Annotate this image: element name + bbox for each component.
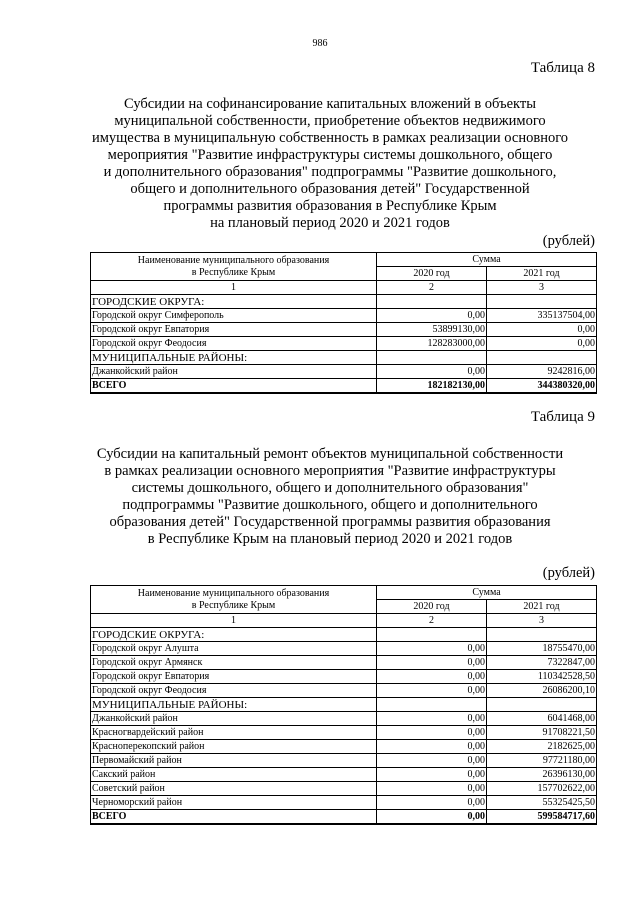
row-name: ВСЕГО [91, 379, 377, 394]
table-row [91, 337, 597, 351]
header-name-cell [91, 586, 377, 614]
title-line: мероприятия "Развитие инфраструктуры системы дошкольного, общего [107, 147, 553, 163]
value-2020: 0,00 [377, 768, 487, 782]
header-name-line1: Наименование муниципального образования [137, 254, 330, 266]
title-line: и дополнительного образования" подпрограммы "Развитие дошкольного, [103, 164, 557, 180]
title-line: имущества в муниципальную собственность в рамках реализации основного [91, 130, 569, 146]
value-2021: 599584717,60 [487, 810, 597, 825]
title-line: муниципальной собственности, приобретение объектов недвижимого [114, 113, 546, 129]
table-row [91, 309, 597, 323]
title-line: подпрограммы "Развитие дошкольного, общего и дополнительного [122, 497, 538, 513]
header-col-number: 1 [91, 281, 377, 295]
value-2021 [487, 698, 597, 712]
row-name: Джанкойский район [91, 365, 377, 379]
row-name: Городской округ Феодосия [91, 337, 377, 351]
value-2021: 26086200,10 [487, 684, 597, 698]
table8-title [60, 96, 600, 232]
header-col-number: 2 [377, 614, 487, 628]
table9-title [60, 446, 600, 548]
header-col-number: 3 [487, 281, 597, 295]
value-2020: 182182130,00 [377, 379, 487, 394]
row-name: Городской округ Евпатория [91, 323, 377, 337]
header-name-line1: Наименование муниципального образования [137, 587, 330, 599]
value-2020: 0,00 [377, 810, 487, 825]
value-2020: 53899130,00 [377, 323, 487, 337]
section-row [91, 698, 597, 712]
value-2020: 0,00 [377, 642, 487, 656]
row-name: МУНИЦИПАЛЬНЫЕ РАЙОНЫ: [91, 698, 377, 712]
header-col-number: 1 [91, 614, 377, 628]
value-2021: 91708221,50 [487, 726, 597, 740]
table-row [91, 712, 597, 726]
section-row [91, 295, 597, 309]
table-row [91, 642, 597, 656]
value-2020: 0,00 [377, 684, 487, 698]
header-year-2021: 2021 год [487, 267, 597, 281]
title-line: в Республике Крым на плановый период 2020 и 2021 годов [147, 531, 513, 547]
table-row [91, 754, 597, 768]
row-name: ГОРОДСКИЕ ОКРУГА: [91, 628, 377, 642]
table8-label: Таблица 8 [530, 60, 595, 76]
header-year-2020: 2020 год [377, 267, 487, 281]
row-name: Городской округ Армянск [91, 656, 377, 670]
value-2020: 0,00 [377, 656, 487, 670]
header-name-line2: в Республике Крым [191, 599, 276, 611]
title-line: Субсидии на капитальный ремонт объектов муниципальной собственности [96, 446, 564, 462]
value-2021: 55325425,50 [487, 796, 597, 810]
title-line: программы развития образования в Республике Крым [163, 198, 497, 214]
value-2020: 0,00 [377, 712, 487, 726]
row-name: Городской округ Симферополь [91, 309, 377, 323]
table-row [91, 656, 597, 670]
table8 [90, 252, 597, 394]
header-name-cell [91, 253, 377, 281]
value-2020: 128283000,00 [377, 337, 487, 351]
value-2021: 157702622,00 [487, 782, 597, 796]
value-2020: 0,00 [377, 309, 487, 323]
table-row [91, 323, 597, 337]
section-row [91, 628, 597, 642]
section-row [91, 351, 597, 365]
table-row [91, 782, 597, 796]
header-col-number: 3 [487, 614, 597, 628]
title-line: на плановый период 2020 и 2021 годов [210, 215, 450, 231]
row-name: Черноморский район [91, 796, 377, 810]
table9-label: Таблица 9 [530, 409, 595, 425]
value-2020: 0,00 [377, 670, 487, 684]
value-2020 [377, 351, 487, 365]
value-2020: 0,00 [377, 740, 487, 754]
row-name: Джанкойский район [91, 712, 377, 726]
value-2021: 18755470,00 [487, 642, 597, 656]
value-2020: 0,00 [377, 726, 487, 740]
title-line: системы дошкольного, общего и дополнительного образования" [131, 480, 529, 496]
total-row [91, 379, 597, 394]
value-2020: 0,00 [377, 782, 487, 796]
value-2021: 344380320,00 [487, 379, 597, 394]
header-year-2020: 2020 год [377, 600, 487, 614]
value-2020: 0,00 [377, 754, 487, 768]
row-name: Городской округ Алушта [91, 642, 377, 656]
header-year-2021: 2021 год [487, 600, 597, 614]
table-row [91, 740, 597, 754]
value-2021 [487, 295, 597, 309]
value-2020 [377, 698, 487, 712]
table-row [91, 365, 597, 379]
row-name: Городской округ Евпатория [91, 670, 377, 684]
table9 [90, 585, 597, 825]
value-2021: 6041468,00 [487, 712, 597, 726]
value-2021 [487, 351, 597, 365]
title-line: в рамках реализации основного мероприятия "Развитие инфраструктуры [104, 463, 556, 479]
table9-unit: (рублей) [542, 565, 595, 581]
value-2020: 0,00 [377, 796, 487, 810]
value-2020 [377, 628, 487, 642]
header-sum: Сумма [377, 253, 597, 267]
value-2021 [487, 628, 597, 642]
row-name: Советский район [91, 782, 377, 796]
row-name: Городской округ Феодосия [91, 684, 377, 698]
table8-unit: (рублей) [542, 233, 595, 249]
value-2020 [377, 295, 487, 309]
row-name: ВСЕГО [91, 810, 377, 825]
header-sum: Сумма [377, 586, 597, 600]
value-2021: 26396130,00 [487, 768, 597, 782]
value-2021: 335137504,00 [487, 309, 597, 323]
row-name: МУНИЦИПАЛЬНЫЕ РАЙОНЫ: [91, 351, 377, 365]
value-2021: 0,00 [487, 337, 597, 351]
row-name: Первомайский район [91, 754, 377, 768]
table-row [91, 796, 597, 810]
value-2020: 0,00 [377, 365, 487, 379]
table-row [91, 684, 597, 698]
value-2021: 110342528,50 [487, 670, 597, 684]
value-2021: 97721180,00 [487, 754, 597, 768]
value-2021: 2182625,00 [487, 740, 597, 754]
row-name: Красноперекопский район [91, 740, 377, 754]
total-row [91, 810, 597, 825]
title-line: образования детей" Государственной программы развития образования [109, 514, 551, 530]
title-line: общего и дополнительного образования детей" Государственной [130, 181, 530, 197]
row-name: ГОРОДСКИЕ ОКРУГА: [91, 295, 377, 309]
value-2021: 9242816,00 [487, 365, 597, 379]
row-name: Красногвардейский район [91, 726, 377, 740]
header-name-line2: в Республике Крым [191, 266, 276, 278]
value-2021: 7322847,00 [487, 656, 597, 670]
title-line: Субсидии на софинансирование капитальных вложений в объекты [124, 96, 536, 112]
header-col-number: 2 [377, 281, 487, 295]
table-row [91, 726, 597, 740]
row-name: Сакский район [91, 768, 377, 782]
table-row [91, 768, 597, 782]
page-number: 986 [312, 38, 328, 49]
value-2021: 0,00 [487, 323, 597, 337]
table-row [91, 670, 597, 684]
